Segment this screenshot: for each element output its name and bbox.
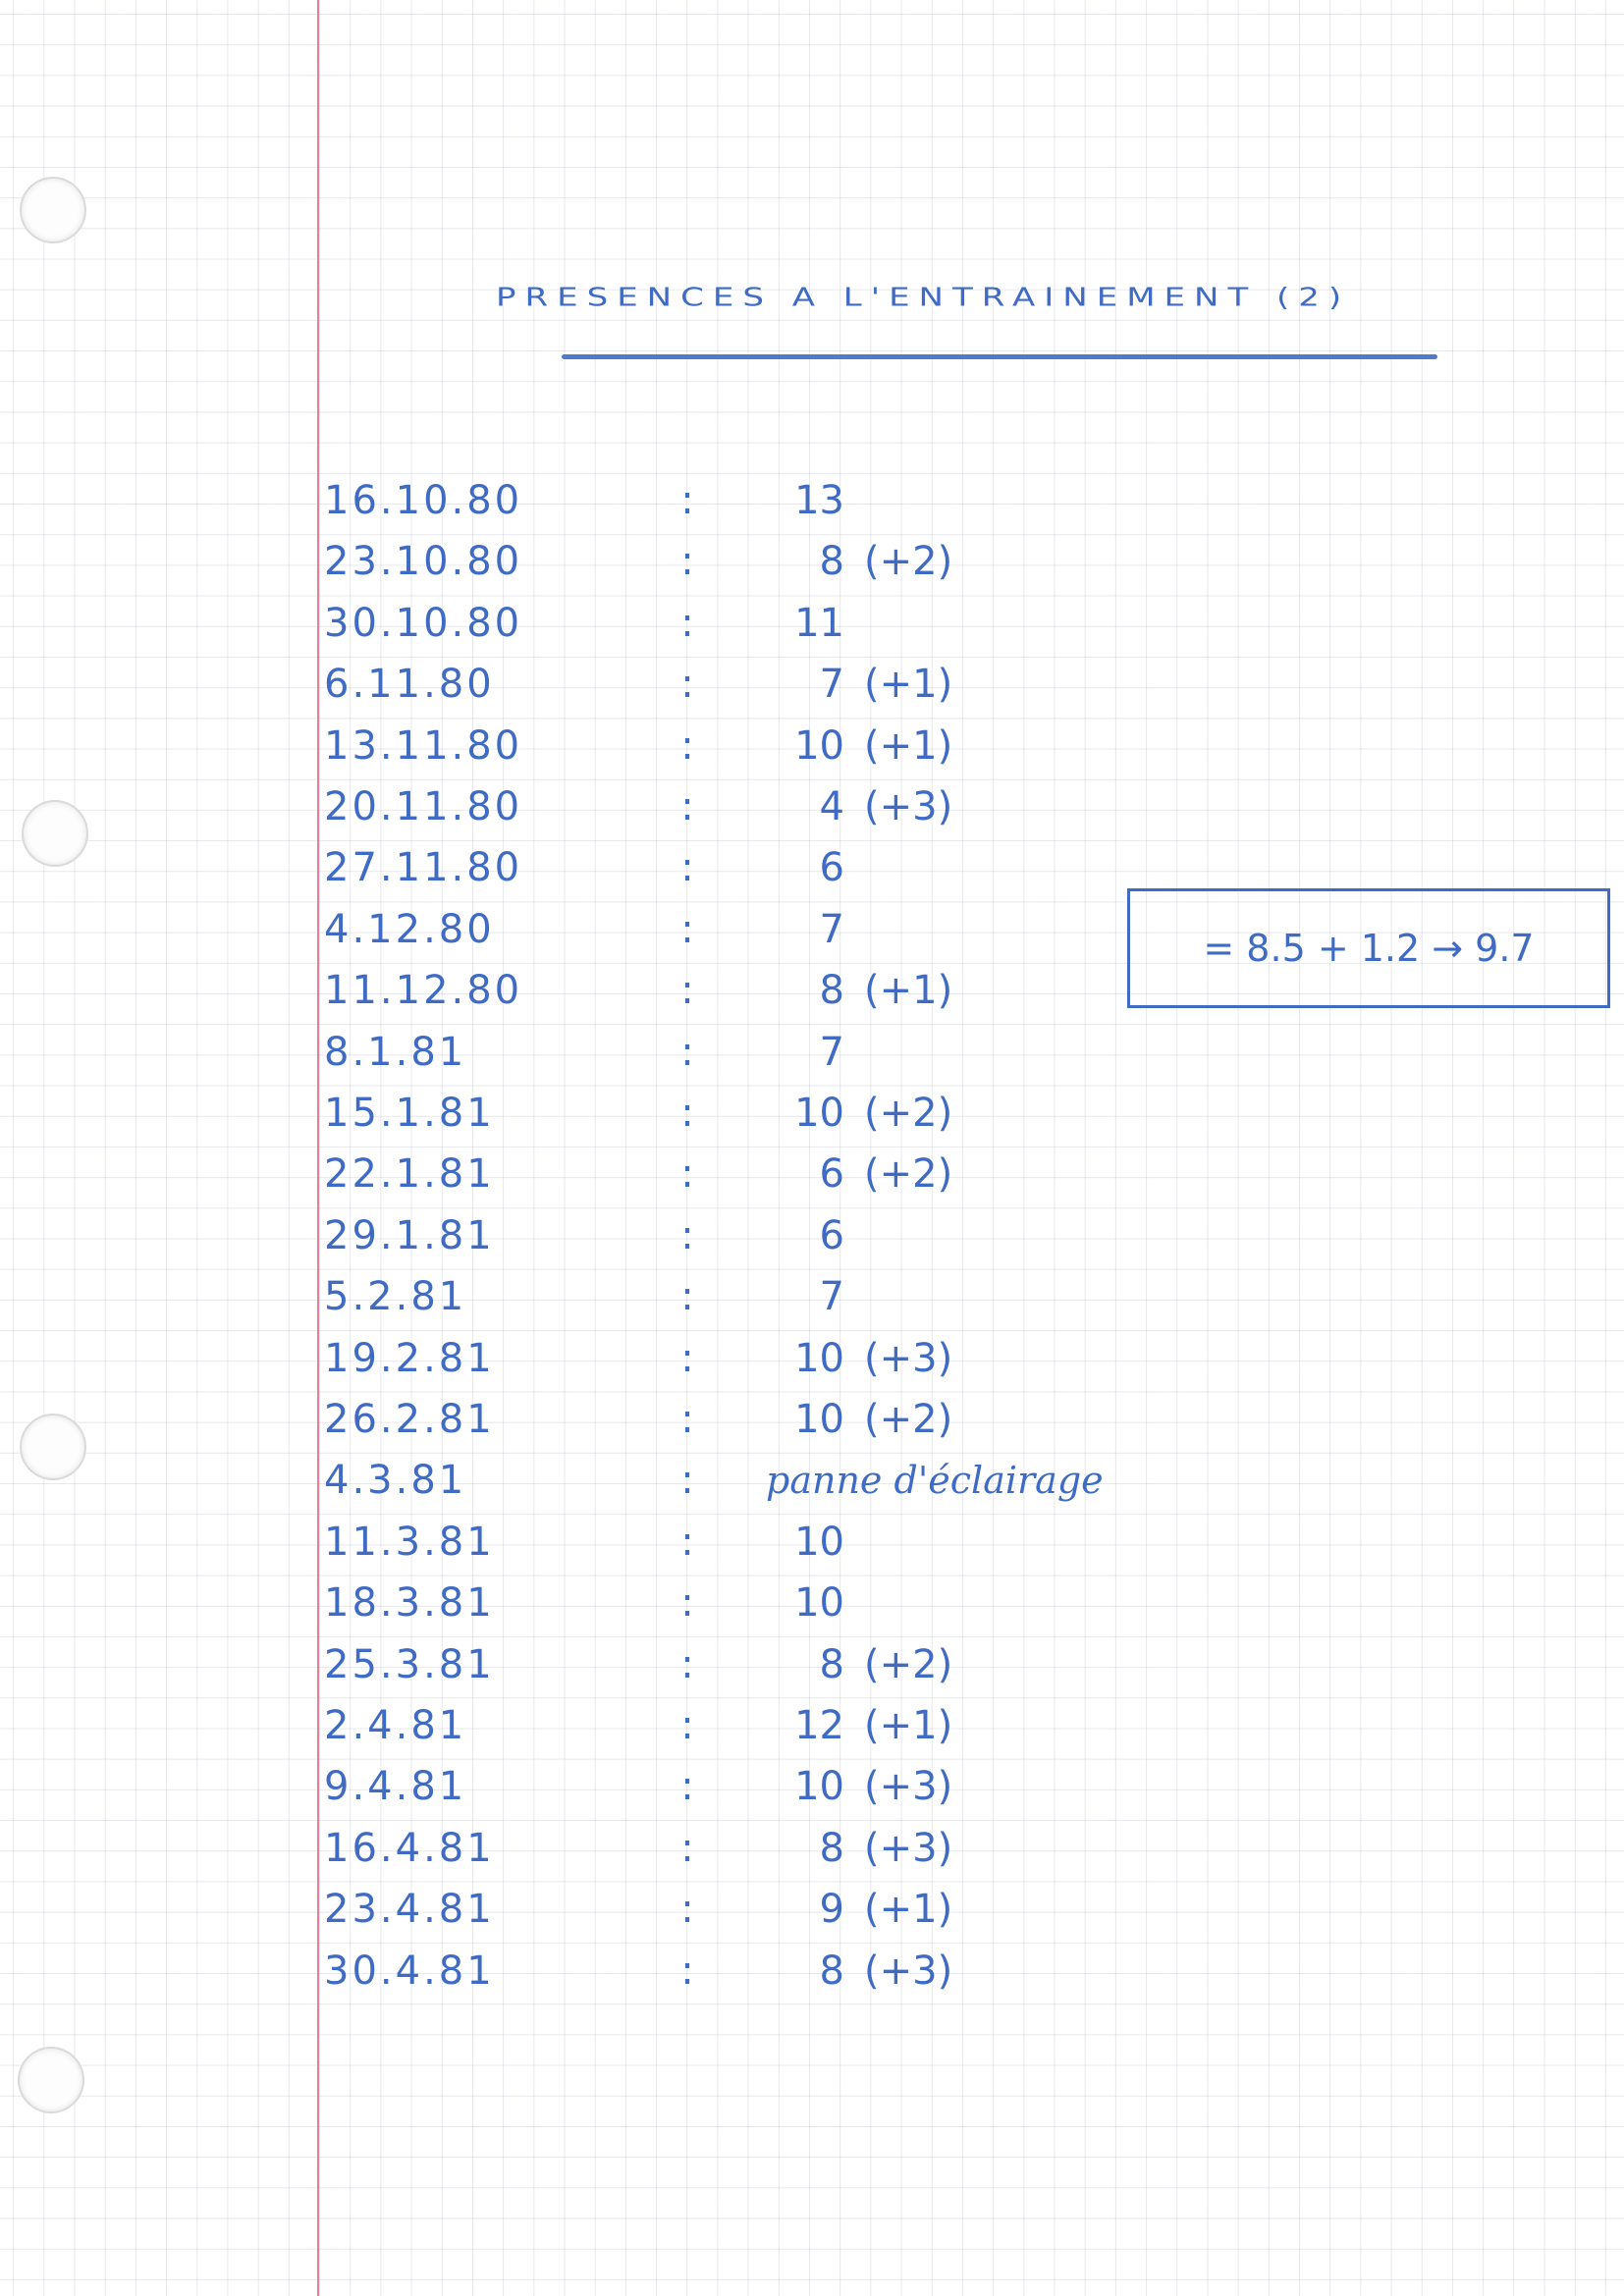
attendance-count: 6	[819, 845, 844, 891]
attendance-row	[0, 1819, 1624, 1878]
session-note: panne d'éclairage	[766, 1459, 1104, 1503]
session-date: 16.4.81	[324, 1825, 495, 1871]
attendance-row	[0, 1390, 1624, 1449]
attendance-count: 4	[819, 784, 844, 829]
extra-attendees: (+2)	[864, 1091, 953, 1136]
attendance-count: 7	[819, 906, 844, 952]
attendance-count: 7	[819, 662, 844, 708]
extra-attendees: (+3)	[864, 1948, 953, 1994]
session-date: 13.11.80	[324, 722, 523, 769]
attendance-row	[0, 1513, 1624, 1572]
extra-attendees: (+2)	[864, 539, 953, 585]
title-underline	[562, 354, 1437, 359]
extra-attendees: (+3)	[864, 784, 953, 829]
attendance-count: 6	[819, 1212, 844, 1258]
attendance-row	[0, 1145, 1624, 1203]
summary-box	[1127, 888, 1610, 1008]
session-date: 23.10.80	[324, 539, 523, 585]
attendance-row	[0, 1635, 1624, 1694]
session-date: 30.4.81	[324, 1948, 495, 1994]
separator-colon: :	[680, 1151, 694, 1198]
attendance-row	[0, 1696, 1624, 1755]
session-date: 25.3.81	[324, 1641, 495, 1687]
session-date: 9.4.81	[324, 1764, 467, 1810]
session-date: 4.12.80	[324, 906, 495, 952]
session-date: 16.10.80	[324, 478, 523, 523]
separator-colon: :	[680, 784, 694, 829]
attendance-row	[0, 532, 1624, 591]
session-date: 8.1.81	[324, 1029, 467, 1075]
session-date: 27.11.80	[324, 845, 523, 891]
attendance-count: 11	[794, 600, 844, 646]
extra-attendees: (+1)	[864, 662, 953, 708]
extra-attendees: (+3)	[864, 1825, 953, 1871]
attendance-row	[0, 717, 1624, 775]
separator-colon: :	[680, 478, 694, 523]
separator-colon: :	[680, 1091, 694, 1136]
separator-colon: :	[680, 1580, 694, 1627]
session-date: 15.1.81	[324, 1091, 495, 1136]
punch-hole	[18, 2047, 84, 2113]
session-date: 18.3.81	[324, 1580, 495, 1627]
separator-colon: :	[680, 1641, 694, 1687]
separator-colon: :	[680, 1519, 694, 1565]
separator-colon: :	[680, 1335, 694, 1381]
session-date: 19.2.81	[324, 1335, 495, 1381]
separator-colon: :	[680, 1212, 694, 1258]
session-date: 11.3.81	[324, 1519, 495, 1565]
summary-text: = 8.5 + 1.2 → 9.7	[1203, 927, 1535, 970]
session-date: 2.4.81	[324, 1703, 467, 1748]
extra-attendees: (+3)	[864, 1764, 953, 1810]
session-date: 22.1.81	[324, 1151, 495, 1198]
attendance-count: 8	[819, 1825, 844, 1871]
attendance-row	[0, 1084, 1624, 1143]
attendance-count: 12	[794, 1703, 844, 1748]
separator-colon: :	[680, 1703, 694, 1748]
attendance-row	[0, 655, 1624, 714]
punch-hole	[20, 177, 86, 243]
attendance-count: 8	[819, 1641, 844, 1687]
attendance-row	[0, 1574, 1624, 1632]
separator-colon: :	[680, 1458, 694, 1504]
attendance-count: 6	[819, 1151, 844, 1198]
separator-colon: :	[680, 1887, 694, 1933]
attendance-count: 10	[794, 1580, 844, 1627]
attendance-row	[0, 1329, 1624, 1388]
attendance-row	[0, 1206, 1624, 1265]
extra-attendees: (+1)	[864, 1887, 953, 1933]
extra-attendees: (+1)	[864, 1703, 953, 1748]
attendance-count: 10	[794, 722, 844, 769]
attendance-count: 7	[819, 1029, 844, 1075]
separator-colon: :	[680, 1274, 694, 1320]
attendance-row	[0, 777, 1624, 836]
separator-colon: :	[680, 1029, 694, 1075]
attendance-count: 10	[794, 1335, 844, 1381]
session-date: 4.3.81	[324, 1458, 467, 1504]
attendance-count: 13	[794, 478, 844, 523]
separator-colon: :	[680, 1825, 694, 1871]
attendance-count: 10	[794, 1091, 844, 1136]
extra-attendees: (+2)	[864, 1397, 953, 1442]
separator-colon: :	[680, 1397, 694, 1442]
attendance-count: 10	[794, 1519, 844, 1565]
attendance-count: 8	[819, 968, 844, 1014]
session-date: 6.11.80	[324, 662, 495, 708]
attendance-count: 8	[819, 539, 844, 585]
attendance-row	[0, 594, 1624, 653]
attendance-row	[0, 471, 1624, 530]
extra-attendees: (+3)	[864, 1335, 953, 1381]
session-date: 23.4.81	[324, 1887, 495, 1933]
page-title: PRESENCES A L'ENTRAINEMENT (2)	[496, 283, 1351, 312]
separator-colon: :	[680, 968, 694, 1014]
attendance-row	[0, 1451, 1624, 1510]
session-date: 26.2.81	[324, 1397, 495, 1442]
attendance-row	[0, 1267, 1624, 1326]
separator-colon: :	[680, 600, 694, 646]
attendance-count: 10	[794, 1397, 844, 1442]
separator-colon: :	[680, 662, 694, 708]
attendance-row	[0, 1023, 1624, 1082]
separator-colon: :	[680, 906, 694, 952]
attendance-count: 8	[819, 1948, 844, 1994]
separator-colon: :	[680, 539, 694, 585]
separator-colon: :	[680, 845, 694, 891]
attendance-row	[0, 1757, 1624, 1816]
extra-attendees: (+2)	[864, 1151, 953, 1198]
extra-attendees: (+1)	[864, 968, 953, 1014]
attendance-count: 9	[819, 1887, 844, 1933]
attendance-row	[0, 1880, 1624, 1939]
session-date: 11.12.80	[324, 968, 523, 1014]
session-date: 30.10.80	[324, 600, 523, 646]
extra-attendees: (+2)	[864, 1641, 953, 1687]
session-date: 5.2.81	[324, 1274, 467, 1320]
session-date: 20.11.80	[324, 784, 523, 829]
separator-colon: :	[680, 1948, 694, 1994]
extra-attendees: (+1)	[864, 722, 953, 769]
attendance-row	[0, 1942, 1624, 2001]
session-date: 29.1.81	[324, 1212, 495, 1258]
separator-colon: :	[680, 1764, 694, 1810]
separator-colon: :	[680, 722, 694, 769]
attendance-count: 10	[794, 1764, 844, 1810]
attendance-count: 7	[819, 1274, 844, 1320]
